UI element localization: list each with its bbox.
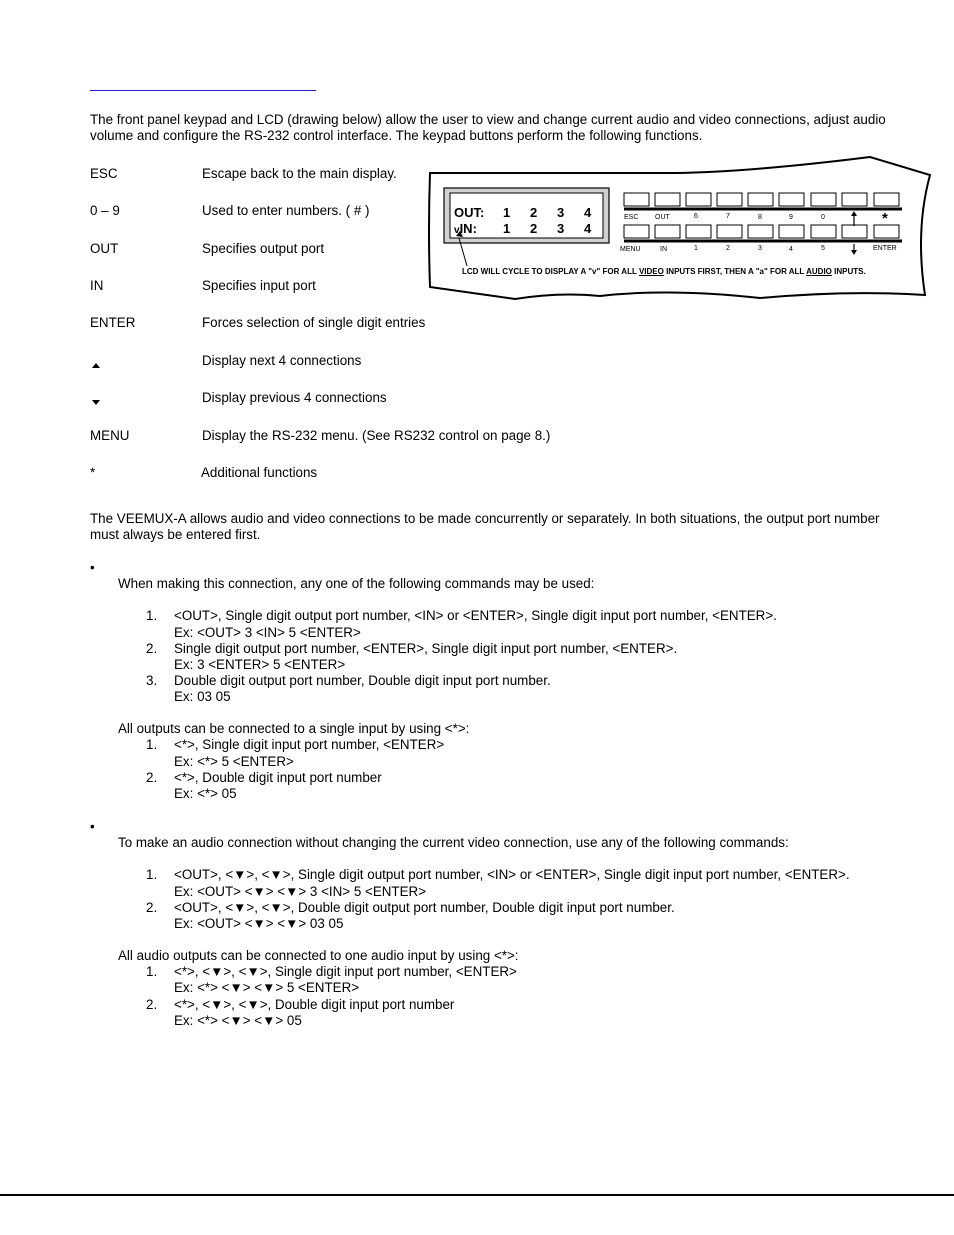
section2-all-lead: All audio outputs can be connected to one audio input by using <*>: bbox=[118, 948, 519, 963]
lcd-out-value-4: 4 bbox=[584, 205, 592, 220]
label-4: 4 bbox=[789, 246, 793, 253]
intro-paragraph: The front panel keypad and LCD (drawing below) allow the user to view and change current audio and video connections, adjust audio volume and configure the RS-232 control interface. The keypad buttons perform the following functions. bbox=[90, 112, 886, 143]
key-out: OUT bbox=[90, 241, 119, 256]
list-item-text: <*>, <▼>, <▼>, Single digit input port number, <ENTER> bbox=[174, 964, 517, 979]
key-esc: ESC bbox=[90, 166, 118, 181]
caption-video: VIDEO bbox=[638, 267, 664, 276]
list-item-number: 1. bbox=[146, 964, 158, 979]
section1-all-lead: All outputs can be connected to a single input by using <*>: bbox=[118, 721, 470, 736]
list-item-text: <OUT>, <▼>, <▼>, Single digit output port number, <IN> or <ENTER>, Single digit input port number, <ENTER>. bbox=[174, 867, 850, 882]
concurrent-paragraph: The VEEMUX-A allows audio and video connections to be made concurrently or separately. In both situations, the output port number must always be entered first. bbox=[90, 511, 880, 542]
lcd-in-value-1: 1 bbox=[503, 221, 511, 236]
list-item-example: Ex: <OUT> <▼> <▼> 03 05 bbox=[174, 916, 344, 931]
list-item-number: 2. bbox=[146, 997, 158, 1012]
section-heading-link[interactable] bbox=[90, 90, 316, 91]
label-out: OUT bbox=[655, 214, 670, 221]
label-8: 8 bbox=[758, 214, 762, 221]
lcd-in-label: IN: bbox=[459, 221, 477, 236]
lcd-in-prefix: v bbox=[454, 225, 460, 236]
bottom-row-buttons bbox=[624, 225, 899, 238]
key-enter: ENTER bbox=[90, 315, 136, 330]
list-item-text: <*>, Double digit input port number bbox=[174, 770, 382, 785]
list-item-example: Ex: <*> 5 <ENTER> bbox=[174, 754, 294, 769]
lcd-row-in bbox=[454, 221, 477, 236]
section2-lead: To make an audio connection without changing the current video connection, use any of the following commands: bbox=[118, 835, 789, 850]
lcd-out-value-1: 1 bbox=[503, 205, 511, 220]
key-enter-desc: Forces selection of single digit entries bbox=[202, 315, 426, 330]
caption-part-3: INPUTS. bbox=[831, 267, 866, 276]
label-enter: ENTER bbox=[873, 245, 897, 252]
key-menu: MENU bbox=[90, 428, 130, 443]
lcd-in-value-3: 3 bbox=[557, 221, 565, 236]
label-star: * bbox=[882, 210, 888, 227]
key-star-desc: Additional functions bbox=[201, 465, 318, 480]
top-row-buttons bbox=[624, 193, 899, 206]
caption-part-1: LCD WILL CYCLE TO DISPLAY A "v" FOR ALL bbox=[462, 267, 639, 276]
label-6: 6 bbox=[694, 213, 698, 220]
key-star: * bbox=[90, 465, 96, 480]
label-menu: MENU bbox=[620, 246, 641, 253]
lcd-out-value-3: 3 bbox=[557, 205, 565, 220]
list-item-text: <OUT>, <▼>, <▼>, Double digit output port number, Double digit input port number. bbox=[174, 900, 675, 915]
lcd-out-value-2: 2 bbox=[530, 205, 538, 220]
front-panel-drawing bbox=[420, 150, 940, 300]
list-item-number: 1. bbox=[146, 608, 158, 623]
key-down-desc: Display previous 4 connections bbox=[202, 390, 387, 405]
section1-lead: When making this connection, any one of the following commands may be used: bbox=[118, 576, 595, 591]
label-1: 1 bbox=[694, 245, 698, 252]
key-in: IN bbox=[90, 278, 104, 293]
caption-audio: AUDIO bbox=[806, 267, 832, 276]
list-item-text: Single digit output port number, <ENTER>, Single digit input port number, <ENTER>. bbox=[174, 641, 678, 656]
key-in-desc: Specifies input port bbox=[202, 278, 316, 293]
bullet: • bbox=[90, 560, 95, 575]
list-item-text: <*>, Single digit input port number, <ENTER> bbox=[174, 737, 445, 752]
list-item-text: <*>, <▼>, <▼>, Double digit input port number bbox=[174, 997, 455, 1012]
label-3: 3 bbox=[758, 245, 762, 252]
key-menu-desc: Display the RS-232 menu. (See RS232 control on page 8.) bbox=[202, 428, 551, 443]
key-digits: 0 – 9 bbox=[90, 203, 120, 218]
list-item-example: Ex: <*> 05 bbox=[174, 786, 237, 801]
label-in: IN bbox=[660, 246, 667, 253]
list-item-example: Ex: <OUT> <▼> <▼> 3 <IN> 5 <ENTER> bbox=[174, 884, 427, 899]
key-out-desc: Specifies output port bbox=[202, 241, 325, 256]
list-item-number: 3. bbox=[146, 673, 158, 688]
panel-caption bbox=[462, 267, 866, 276]
bullet: • bbox=[90, 819, 95, 834]
label-0: 0 bbox=[821, 214, 825, 221]
footer-rule bbox=[0, 1194, 954, 1196]
list-item-number: 1. bbox=[146, 737, 158, 752]
caption-part-2: INPUTS FIRST, THEN A "a" FOR ALL bbox=[663, 267, 807, 276]
list-item-example: Ex: 03 05 bbox=[174, 689, 231, 704]
label-5: 5 bbox=[821, 245, 825, 252]
label-2: 2 bbox=[726, 245, 730, 252]
list-item-text: <OUT>, Single digit output port number, <IN> or <ENTER>, Single digit input port number, <ENTER>. bbox=[174, 608, 777, 623]
label-esc: ESC bbox=[624, 214, 639, 221]
down-arrow-icon bbox=[92, 394, 100, 409]
lcd-in-value-4: 4 bbox=[584, 221, 592, 236]
lcd-in-value-2: 2 bbox=[530, 221, 538, 236]
key-digits-desc: Used to enter numbers. ( # ) bbox=[202, 203, 370, 218]
lcd-row-out bbox=[454, 205, 484, 220]
list-item-number: 2. bbox=[146, 641, 158, 656]
key-esc-desc: Escape back to the main display. bbox=[202, 166, 397, 181]
list-item-number: 2. bbox=[146, 770, 158, 785]
list-item-number: 2. bbox=[146, 900, 158, 915]
lcd-out-label: OUT: bbox=[454, 205, 485, 220]
list-item-number: 1. bbox=[146, 867, 158, 882]
list-item-example: Ex: <OUT> 3 <IN> 5 <ENTER> bbox=[174, 625, 361, 640]
front-panel-outline bbox=[420, 150, 940, 300]
list-item-text: Double digit output port number, Double digit input port number. bbox=[174, 673, 551, 688]
list-item-example: Ex: <*> <▼> <▼> 05 bbox=[174, 1013, 302, 1028]
key-up-desc: Display next 4 connections bbox=[202, 353, 362, 368]
label-7: 7 bbox=[726, 213, 730, 220]
list-item-example: Ex: <*> <▼> <▼> 5 <ENTER> bbox=[174, 980, 360, 995]
list-item-example: Ex: 3 <ENTER> 5 <ENTER> bbox=[174, 657, 346, 672]
up-arrow-icon bbox=[92, 357, 100, 372]
label-9: 9 bbox=[789, 214, 793, 221]
